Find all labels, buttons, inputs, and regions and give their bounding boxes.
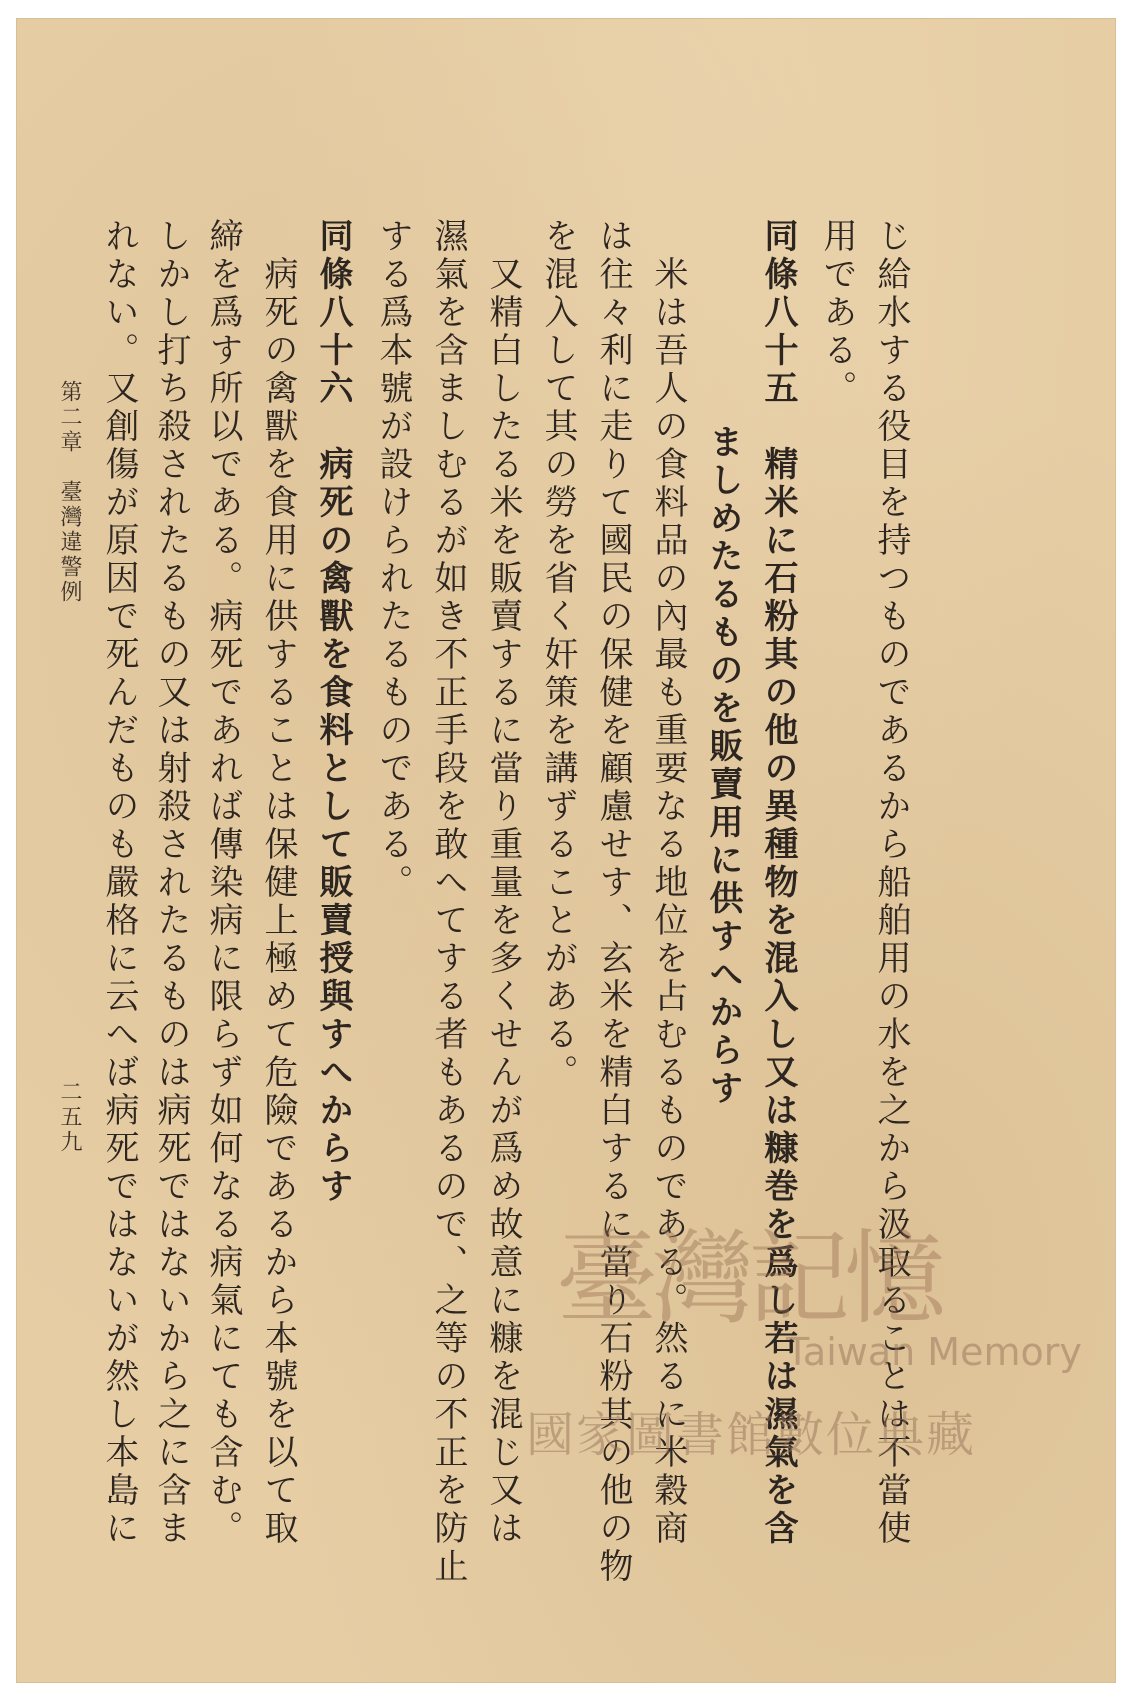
text-line-12: 病死の禽獸を食用に供することは保健上極めて危險であるから本號を以て取: [258, 256, 298, 1548]
watermark-logo-handwritten: 臺灣記憶: [556, 1220, 940, 1339]
text-line-8: 又精白したる米を販賣するに當り重量を多くせんが爲め故意に糠を混じ又は: [483, 256, 523, 1548]
page-number: 二五九: [57, 1080, 82, 1155]
watermark-latin: Taiwan Memory: [786, 1330, 1082, 1374]
text-line-13: 締を爲す所以である。病死であれば傳染病に限らず如何なる病氣にても含む。: [203, 218, 243, 1548]
text-line-14: しかし打ち殺されたるもの又は射殺されたるものは病死ではないから之に含ま: [151, 218, 191, 1548]
watermark-organization: 國家圖書館數位典藏: [526, 1407, 977, 1463]
text-line-5: 米は吾人の食料品の內最も重要なる地位を占むるものである。然るに米穀商: [648, 256, 688, 1548]
text-line-7: を混入して其の勞を省く奸策を講ずることがある。: [538, 218, 578, 1092]
document-page: [16, 18, 1116, 1683]
running-chapter-title: 第二章 臺灣違警例: [57, 380, 82, 605]
article-heading-86: 同條八十六 病死の禽獸を食料として販賣授與すへからす: [313, 218, 353, 1206]
text-line-6: は往々利に走りて國民の保健を顧慮せす、玄米を精白するに當り石粉其の他の物: [593, 218, 633, 1586]
text-line-10: する爲本號が設けられたるものである。: [373, 218, 413, 902]
article-heading-85-cont: ましめたるものを販賣用に供すへからす: [703, 424, 743, 1108]
text-line-15: れない。又創傷が原因で死んだものも嚴格に云へば病死ではないが然し本島に: [99, 218, 139, 1548]
text-line-2: 用である。: [817, 218, 857, 408]
article-heading-85: 同條八十五 精米に石粉其の他の異種物を混入し又は糠巻を爲し若は濕氣を含: [758, 218, 798, 1548]
text-line-9: 濕氣を含ましむるが如き不正手段を敢へてする者もあるので、之等の不正を防止: [428, 218, 468, 1586]
text-line-1: じ給水する役目を持つものであるから船舶用の水を之から汲取ることは不當使: [871, 218, 911, 1548]
